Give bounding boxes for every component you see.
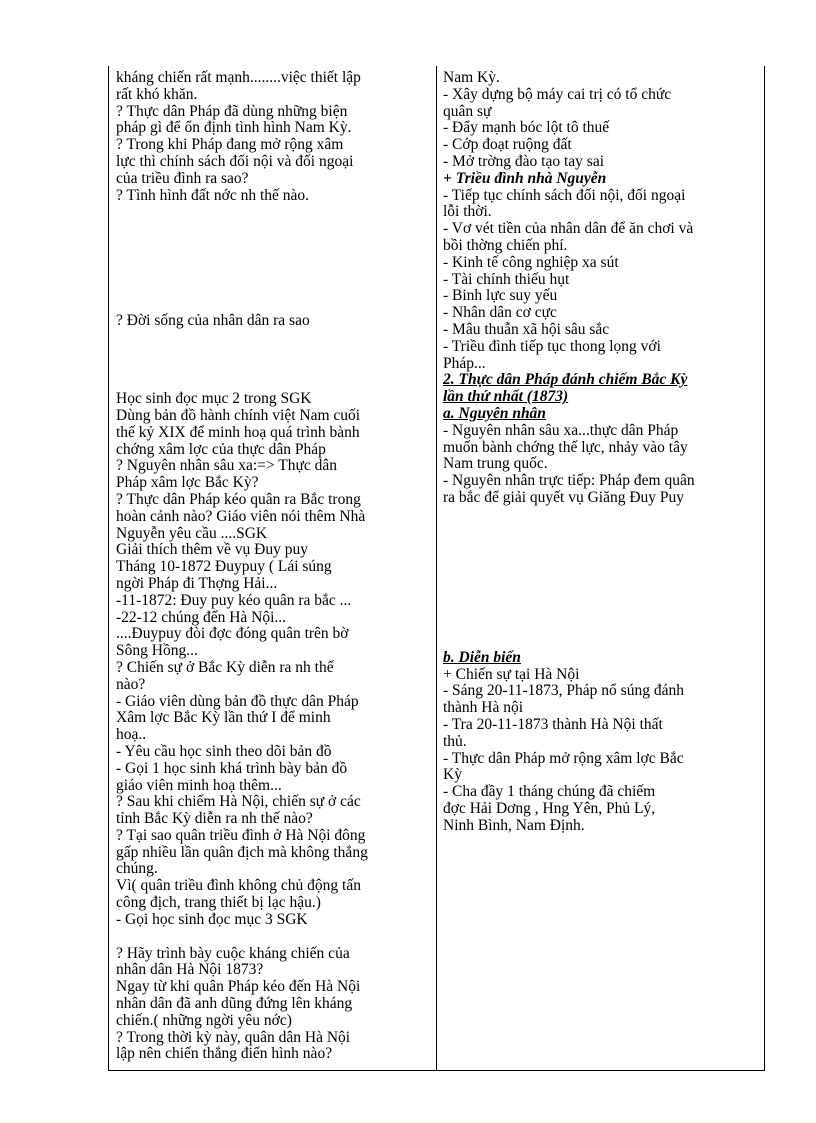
text-line: ? Sau khi chiếm Hà Nội, chiến sự ở các bbox=[116, 794, 361, 811]
heading-dien-bien: b. Diễn biến bbox=[443, 649, 521, 666]
text-line: Ninh Bình, Nam Định. bbox=[443, 817, 585, 834]
text-line: Vì( quân triều đình không chủ động tấn bbox=[116, 878, 361, 895]
text-line: ? Tình hình đất nớc nh thế nào. bbox=[116, 187, 310, 204]
text-line: thế kỷ XIX để minh hoạ quá trình bành bbox=[116, 424, 360, 441]
text-line: gấp nhiều lần quân địch mà không thắng bbox=[116, 844, 368, 861]
text-line: ? Chiến sự ở Bắc Kỳ diễn ra nh thế bbox=[116, 659, 334, 676]
text-line: Dùng bản đồ hành chính việt Nam cuối bbox=[116, 407, 361, 424]
heading-trieu-dinh: + Triều đình nhà Nguyễn bbox=[443, 170, 607, 187]
left-block-4 bbox=[116, 946, 430, 1064]
text-line: - Nguyên nhân sâu xa...thực dân Pháp bbox=[443, 422, 679, 439]
text-line: chúng. bbox=[116, 861, 158, 878]
text-line: Giải thích thêm về vụ Đuy puy bbox=[116, 542, 308, 559]
text-line: - Gọi học sinh đọc mục 3 SGK bbox=[116, 911, 308, 928]
text-line: Ngay từ khi quân Pháp kéo đến Hà Nội bbox=[116, 979, 361, 996]
text-line: - Cha đầy 1 tháng chúng đã chiếm bbox=[443, 784, 656, 801]
section-2-heading: 2. Thực dân Pháp đánh chiếm Bắc Kỳ bbox=[443, 372, 688, 389]
left-block-2 bbox=[116, 313, 430, 330]
text-line: đợc Hải Dơng , Hng Yên, Phủ Lý, bbox=[443, 800, 656, 817]
section-2-heading-continued: lần thứ nhất (1873) bbox=[443, 389, 569, 406]
right-column bbox=[443, 70, 758, 834]
text-line: Nam trung quốc. bbox=[443, 456, 548, 473]
text-line: của triều đình ra sao? bbox=[116, 170, 249, 187]
text-line: ? Trong khi Pháp đang mở rộng xâm bbox=[116, 137, 344, 154]
right-block-2 bbox=[443, 188, 758, 373]
text-line: - Thực dân Pháp mở rộng xâm lợc Bắc bbox=[443, 750, 684, 767]
text-line: - Mở trờng đào tạo tay sai bbox=[443, 153, 605, 170]
text-line: chiến.( những ngời yêu nớc) bbox=[116, 1012, 292, 1029]
text-line: Nguyễn yêu cầu ....SGK bbox=[116, 525, 268, 542]
text-line: + Chiến sự tại Hà Nội bbox=[443, 666, 580, 683]
text-line: rất khó khăn. bbox=[116, 86, 198, 103]
text-line: - Giáo viên dùng bản đồ thực dân Pháp bbox=[116, 693, 359, 710]
text-line: Nam Kỳ. bbox=[443, 70, 500, 86]
text-line: - Yêu cầu học sinh theo dõi bản đồ bbox=[116, 743, 332, 760]
text-line: lực thì chính sách đối nội và đối ngoại bbox=[116, 153, 354, 170]
text-line: - Đẩy mạnh bóc lột tô thuế bbox=[443, 120, 610, 137]
text-line: công địch, trang thiết bị lạc hậu.) bbox=[116, 895, 321, 912]
text-line: - Tài chính thiếu hụt bbox=[443, 271, 570, 288]
text-line: ? Nguyên nhân sâu xa:=> Thực dân bbox=[116, 458, 338, 475]
text-line: nhân dân Hà Nội 1873? bbox=[116, 962, 264, 979]
left-block-1 bbox=[116, 70, 430, 204]
text-line: thủ. bbox=[443, 733, 467, 750]
text-line: - Kinh tế công nghiệp xa sút bbox=[443, 254, 619, 271]
text-line: Kỳ bbox=[443, 767, 462, 784]
text-line: hoạ.. bbox=[116, 727, 147, 744]
text-line: Xâm lợc Bắc Kỳ lần thứ I để minh bbox=[116, 710, 331, 727]
text-line: Học sinh đọc mục 2 trong SGK bbox=[116, 391, 312, 408]
text-line: - Triều đình tiếp tục thong lọng với bbox=[443, 338, 661, 355]
text-line: - Xây dựng bộ máy cai trị có tổ chức bbox=[443, 86, 672, 103]
left-column bbox=[116, 70, 430, 1063]
text-line: ? Đời sống của nhân dân ra sao bbox=[116, 313, 310, 330]
left-block-3 bbox=[116, 391, 430, 929]
text-line: pháp gì để ổn định tình hình Nam Kỳ. bbox=[116, 120, 352, 137]
table-left-border bbox=[108, 66, 109, 1071]
text-line: ? Thực dân Pháp đã dùng những biện bbox=[116, 103, 348, 120]
text-line: - Cớp đoạt ruộng đất bbox=[443, 137, 572, 154]
text-line: Tháng 10-1872 Đuypuy ( Lái súng bbox=[116, 559, 332, 576]
text-line: quân sự bbox=[443, 103, 492, 120]
text-line: Pháp... bbox=[443, 355, 486, 372]
right-block-4 bbox=[443, 667, 758, 835]
text-line: - Mâu thuẫn xã hội sâu sắc bbox=[443, 321, 610, 338]
text-line: thành Hà nội bbox=[443, 700, 524, 717]
text-line: chớng xâm lợc của thực dân Pháp bbox=[116, 441, 326, 458]
text-line: ....Đuypuy đòi đợc đóng quân trên bờ bbox=[116, 626, 349, 643]
text-line: - Sáng 20-11-1873, Pháp nổ súng đánh bbox=[443, 683, 684, 700]
text-line: - Vơ vét tiền của nhân dân để ăn chơi và bbox=[443, 221, 694, 238]
table-middle-border bbox=[436, 66, 437, 1071]
right-block-1 bbox=[443, 70, 758, 171]
text-line: tỉnh Bắc Kỳ diễn ra nh thế nào? bbox=[116, 811, 313, 828]
text-line: hoàn cảnh nào? Giáo viên nói thêm Nhà bbox=[116, 508, 366, 525]
heading-nguyen-nhan: a. Nguyên nhân bbox=[443, 405, 546, 422]
text-line: -22-12 chúng đến Hà Nội... bbox=[116, 609, 287, 626]
text-line: - Binh lực suy yếu bbox=[443, 288, 558, 305]
text-line: ra bắc để giải quyết vụ Giăng Đuy Puy bbox=[443, 489, 685, 506]
text-line: lỗi thời. bbox=[443, 204, 492, 221]
right-block-3 bbox=[443, 423, 758, 507]
text-line: ? Tại sao quân triều đình ở Hà Nội đông bbox=[116, 827, 366, 844]
text-line: nhân dân đã anh dũng đứng lên kháng bbox=[116, 996, 353, 1013]
text-line: kháng chiến rất mạnh........việc thiết lập bbox=[116, 70, 361, 86]
text-line: Pháp xâm lợc Bắc Kỳ? bbox=[116, 475, 259, 492]
text-line: lập nên chiến thắng điển hình nào? bbox=[116, 1046, 333, 1063]
text-line: - Tra 20-11-1873 thành Hà Nội thất bbox=[443, 716, 663, 733]
text-line: ? Thực dân Pháp kéo quân ra Bắc trong bbox=[116, 491, 361, 508]
text-line: nào? bbox=[116, 676, 146, 693]
text-line: ? Trong thời kỳ này, quân dân Hà Nội bbox=[116, 1029, 351, 1046]
text-line: ngời Pháp đi Thợng Hải... bbox=[116, 575, 278, 592]
text-line: giáo viên minh hoạ thêm... bbox=[116, 777, 282, 794]
text-line: Sông Hồng... bbox=[116, 643, 198, 660]
text-line: bồi thờng chiến phí. bbox=[443, 237, 568, 254]
text-line: - Tiếp tục chính sách đối nội, đối ngoại bbox=[443, 187, 686, 204]
text-line: -11-1872: Đuy puy kéo quân ra bắc ... bbox=[116, 592, 352, 609]
text-line: - Nhân dân cơ cực bbox=[443, 305, 557, 322]
table-right-border bbox=[764, 66, 765, 1071]
text-line: muốn bành chớng thế lực, nhảy vào tây bbox=[443, 439, 688, 456]
text-line: ? Hãy trình bày cuộc kháng chiến của bbox=[116, 945, 350, 962]
text-line: - Gọi 1 học sinh khá trình bày bản đồ bbox=[116, 760, 348, 777]
table-bottom-border bbox=[108, 1070, 765, 1071]
text-line: - Nguyên nhân trực tiếp: Pháp đem quân bbox=[443, 473, 695, 490]
